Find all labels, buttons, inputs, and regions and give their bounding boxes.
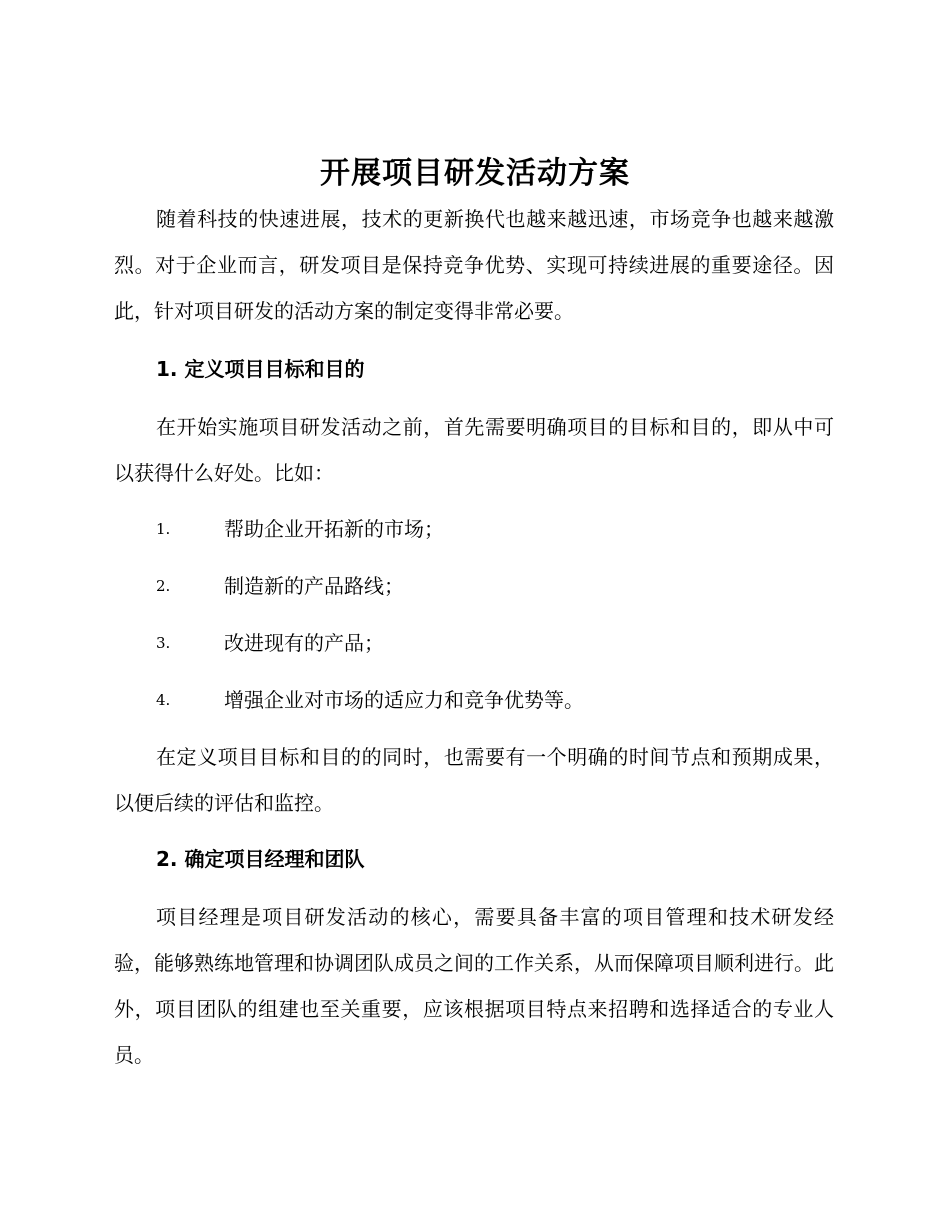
list-item-number: 4.: [156, 691, 171, 709]
list-item: [156, 563, 836, 609]
section-2-heading: 2. 确定项目经理和团队: [156, 847, 365, 871]
document-title: 开展项目研发活动方案: [320, 156, 630, 191]
section-1-paragraph-1: 在开始实施项目研发活动之前，首先需要明确项目的目标和目的，即从中可以获得什么好处。比如：: [114, 415, 834, 485]
list-item-text: 制造新的产品路线；: [224, 574, 404, 598]
list-item-text: 帮助企业开拓新的市场；: [224, 517, 444, 541]
list-item-text: 改进现有的产品；: [224, 631, 384, 655]
section-1-heading: 1. 定义项目目标和目的: [156, 357, 365, 381]
list-item-number: 2.: [156, 577, 171, 595]
list-item-number: 3.: [156, 634, 171, 652]
list-item: [156, 677, 836, 723]
list-item: [156, 506, 836, 552]
section-1-paragraph-2: 在定义项目目标和目的的同时，也需要有一个明确的时间节点和预期成果，以便后续的评估和监控。: [114, 745, 834, 815]
list-item-text: 增强企业对市场的适应力和竞争优势等。: [224, 688, 584, 712]
list-item: [156, 620, 836, 666]
list-item-number: 1.: [156, 520, 171, 538]
section-2-paragraph-1: 项目经理是项目研发活动的核心，需要具备丰富的项目管理和技术研发经验，能够熟练地管理和协调团队成员之间的工作关系，从而保障项目顺利进行。此外，项目团队的组建也至关重要，应该根据项目特点来招聘和选择适合的专业人员。: [114, 905, 834, 1067]
intro-paragraph: 随着科技的快速进展，技术的更新换代也越来越迅速，市场竞争也越来越激烈。对于企业而言，研发项目是保持竞争优势、实现可持续进展的重要途径。因此，针对项目研发的活动方案的制定变得非常必要。: [114, 207, 834, 323]
